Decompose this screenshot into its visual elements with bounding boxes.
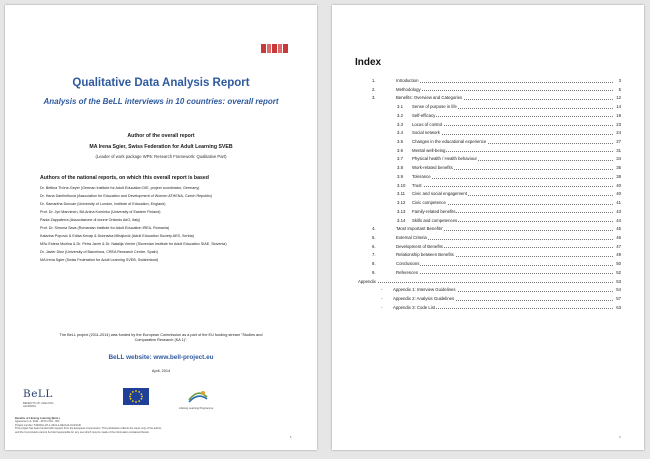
toc-entry[interactable] — [332, 261, 644, 268]
toc-entry-page: 53 — [616, 278, 621, 284]
page-number: 1 — [290, 435, 292, 439]
national-author: Paola Zappaterra (Associazione di donne Ortando AdO, Italy) — [40, 218, 141, 222]
toc-entry-number: 1. — [372, 78, 376, 83]
toc-entry[interactable] — [332, 174, 644, 181]
toc-entry-number: 3.13 — [397, 208, 406, 214]
national-author: Dr. Samantha Duncan (University of London, Institute of Education, England) — [40, 202, 166, 206]
toc-entry-number: 2. — [372, 86, 376, 92]
toc-entry-title: Civic competence — [412, 200, 446, 206]
toc-entry-page: 3 — [618, 78, 621, 83]
toc-entry-page: 54 — [616, 287, 621, 293]
toc-entry-title: Changes in the educational experience — [412, 139, 487, 145]
bell-logo-tagline: BENEFITS OF LIFELONG LEARNING — [23, 402, 54, 408]
toc-entry-page: 12 — [616, 95, 621, 101]
toc-entry[interactable] — [332, 78, 644, 85]
toc-dot-leader — [396, 239, 613, 240]
toc-entry-title: Work-related benefits — [412, 165, 453, 171]
toc-entry-number: 3.3 — [397, 121, 403, 127]
toc-entry-page: 19 — [616, 112, 621, 118]
toc-dot-leader — [412, 186, 613, 187]
toc-entry-number: 3.5 — [397, 139, 403, 145]
toc-entry[interactable] — [332, 296, 644, 303]
toc-entry-title: Conclusions — [396, 261, 420, 267]
toc-entry[interactable] — [332, 270, 644, 277]
lifelong-learning-logo-icon — [187, 388, 209, 405]
toc-entry-number: - — [381, 287, 383, 293]
toc-entry-page: 23 — [616, 121, 621, 127]
footer-logos — [19, 386, 303, 416]
toc-dot-leader — [396, 273, 613, 274]
toc-entry-title: Relationship between Benefits — [396, 252, 454, 258]
toc-entry-number: 5. — [372, 234, 376, 240]
toc-entry[interactable] — [332, 183, 644, 190]
toc-entry-title: Civic and social engagement — [412, 191, 467, 197]
toc-entry-number: 3.12 — [397, 200, 406, 206]
toc-entry-title: Family-related benefits — [412, 208, 456, 214]
toc-entry[interactable] — [332, 305, 644, 312]
toc-entry-number: 4. — [372, 226, 376, 232]
toc-entry-number: 3.1 — [397, 104, 403, 110]
toc-entry-page: 40 — [616, 182, 621, 188]
toc-entry-page: 5 — [618, 86, 621, 92]
toc-entry[interactable] — [332, 122, 644, 129]
page-number: 2 — [619, 435, 621, 439]
toc-entry-number: 3.10 — [397, 182, 406, 188]
national-authors-list — [40, 186, 290, 266]
toc-dot-leader — [396, 265, 613, 266]
toc-entry-page: 38 — [616, 173, 621, 179]
national-author: Prof. Dr. Jyri Manninen, BA Anina Kominko (University of Eastern Finland) — [40, 210, 161, 214]
toc-entry-title: Skills and competences — [412, 217, 458, 223]
toc-entry-page: 44 — [616, 217, 621, 223]
toc-entry-number: 3.14 — [397, 217, 406, 223]
national-authors-heading: Authors of the national reports, on which this overall report is based — [40, 175, 209, 181]
toc-dot-leader — [412, 116, 613, 117]
toc-dot-leader — [412, 134, 613, 135]
toc-entry-title: Trust — [412, 182, 422, 188]
national-author: Prof. Dr. Simona Sava (Romanian Institute for Adult Education IREA, Romania) — [40, 226, 170, 230]
toc-entry-title: Self-efficacy — [412, 112, 436, 118]
national-author: Dr. Javier Diez (University of Barcelona, CREA Research Centre, Spain) — [40, 250, 158, 254]
toc-entry[interactable] — [332, 235, 644, 242]
footer-line: and the Commission cannot be held responsible for any use which may be made of the information contained therein. — [15, 430, 150, 434]
toc-entry[interactable] — [332, 209, 644, 216]
toc-entry-title: Introduction — [396, 78, 419, 83]
toc-entry-page: 46 — [616, 234, 621, 240]
toc-entry-title: Physical health / Health behaviour — [412, 156, 477, 162]
footer-line: Agreement no. 2011 - 4670 / 001 - 001 — [15, 420, 60, 424]
toc-entry-number: 3.4 — [397, 130, 403, 136]
institution-logo — [261, 44, 289, 53]
toc-entry[interactable] — [332, 252, 644, 259]
toc-entry-number: - — [381, 296, 383, 301]
footer-text — [15, 417, 295, 434]
toc-entry-title: Appendix 1: Interview Guidelines — [393, 287, 456, 293]
toc-entry-page: 49 — [616, 252, 621, 258]
index-page — [332, 5, 644, 450]
national-author: Dr. Bettina Thöne-Geyer (German Institute for Adult Education DIE, project coordinator, Germany) — [40, 186, 200, 190]
logo-segment — [283, 44, 288, 53]
toc-entry-title: Appendix — [358, 278, 376, 284]
toc-entry-page: 45 — [616, 226, 621, 232]
toc-dot-leader — [412, 178, 613, 179]
toc-entry-title: 'Most Important Benefits' — [396, 226, 444, 232]
toc-entry[interactable] — [332, 139, 644, 146]
toc-entry[interactable] — [332, 104, 644, 111]
toc-entry-title: Locus of control — [412, 121, 443, 127]
bell-logo: BeLL — [23, 388, 53, 400]
toc-entry-number: 3.6 — [397, 147, 403, 153]
toc-entry-number: 3.11 — [397, 191, 406, 197]
toc-entry-title: Appendix 3: Code List — [393, 304, 436, 310]
toc-entry[interactable] — [332, 218, 644, 225]
national-author: MSc Estera Možina & Dr. Petra Javrh & Dr. Natalija Vrečer (Slovenian Institute for Adult Education SIAE, Slovenia) — [40, 242, 227, 246]
report-title: Qualitative Data Analysis Report — [72, 77, 250, 89]
toc-entry[interactable] — [332, 87, 644, 94]
toc-entry[interactable] — [332, 287, 644, 294]
toc-entry-number: 7. — [372, 252, 376, 258]
index-title: Index — [355, 57, 382, 68]
toc-entry-number: 3.9 — [397, 173, 403, 179]
overall-author-heading: Author of the overall report — [127, 133, 195, 139]
toc-entry-title: Appendix 2: Analysis Guidelines — [393, 296, 455, 301]
toc-entry[interactable] — [332, 191, 644, 198]
toc-entry-title: External Criteria — [396, 234, 427, 240]
toc-entry-page: 52 — [616, 269, 621, 275]
toc-entry-title: Tolerance — [412, 173, 431, 179]
funding-note: The BeLL project (2011-2014) was funded by the European Commission as a part of the EU funding stream "Studies and Comparative Research (KA 1)". — [59, 333, 263, 343]
toc-entry-number: 3.7 — [397, 156, 403, 162]
toc-entry-page: 40 — [616, 191, 621, 197]
llp-logo-text: Lifelong Learning Programme — [179, 407, 214, 410]
toc-entry-page: 34 — [616, 156, 621, 162]
toc-entry-title: Sense of purpose in life — [412, 104, 457, 110]
toc-entry[interactable] — [332, 279, 644, 286]
website-line: BeLL website: www.bell-project.eu — [108, 354, 214, 361]
toc-entry-page: 63 — [616, 304, 621, 310]
toc-entry-number: 8. — [372, 261, 376, 267]
toc-entry-number: 6. — [372, 243, 376, 249]
toc-entry-page: 27 — [616, 139, 621, 145]
toc-entry-page: 31 — [616, 147, 621, 153]
toc-entry[interactable] — [332, 130, 644, 137]
toc-entry-title: Social network — [412, 130, 440, 136]
toc-entry-page: 57 — [616, 296, 621, 301]
national-author: Dr. Hana Danihelková (Association for Education and Development of Women ATHENA, Czech Republic) — [40, 194, 213, 198]
toc-entry[interactable] — [332, 200, 644, 207]
toc-entry-page: 50 — [616, 261, 621, 267]
toc-entry-number: 3.8 — [397, 165, 403, 171]
toc-entry-number: 3. — [372, 95, 376, 101]
toc-dot-leader — [358, 282, 613, 283]
toc-entry[interactable] — [332, 156, 644, 163]
toc-entry[interactable] — [332, 226, 644, 233]
toc-entry-title: Development of Benefits — [396, 243, 443, 249]
toc-entry-page: 43 — [616, 208, 621, 214]
logo-segment — [267, 44, 272, 53]
toc-entry[interactable] — [332, 113, 644, 120]
logo-segment — [278, 44, 283, 53]
toc-entry-page: 41 — [616, 200, 621, 206]
footer-line: Project number: 519319-LLP-1-2011-1-DE-KA1-KA1SCR — [15, 423, 81, 427]
toc-entry-page: 24 — [616, 130, 621, 136]
toc-dot-leader — [396, 82, 613, 83]
national-author: MA Irena Sgier (Swiss Federation for Adult Learning SVEB, Switzerland) — [40, 258, 159, 262]
overall-author: MA Irena Sgier, Swiss Federation for Adult Learning SVEB — [89, 144, 233, 150]
toc-entry[interactable] — [332, 148, 644, 155]
report-subtitle: Analysis of the BeLL interviews in 10 countries: overall report — [43, 97, 279, 106]
toc-dot-leader — [396, 90, 613, 91]
footer-line: Benefits of Lifelong Learning (BeLL) — [15, 417, 60, 420]
toc-entry-number: 9. — [372, 269, 376, 275]
toc-entry[interactable] — [332, 95, 644, 102]
logo-segment — [261, 44, 266, 53]
overall-author-note: (Leader of work package WP5: Research Framework: Qualitative Part) — [95, 154, 227, 159]
toc-entry[interactable] — [332, 165, 644, 172]
report-date: April, 2014 — [151, 369, 171, 373]
toc-entry-page: 14 — [616, 104, 621, 110]
footer-line: This project has been funded with support from the European Commission. This publication reflects the views only of the author, — [15, 427, 162, 431]
toc-entry-page: 35 — [616, 165, 621, 171]
logo-segment — [272, 44, 277, 53]
toc-entry-number: 3.2 — [397, 112, 403, 118]
report-cover-page — [5, 5, 317, 450]
toc-entry-number: - — [381, 304, 383, 310]
toc-entry-title: References — [396, 269, 418, 275]
toc-entry-title: Mental well-being — [412, 147, 446, 153]
national-author: Katarina Popovic & Edisa Kecap & Dubravka Mihajlović (Adult Education Society AES, Serbia) — [40, 234, 194, 238]
toc-entry[interactable] — [332, 244, 644, 251]
toc-entry-title: Benefits: Overview and Categories — [396, 95, 463, 101]
toc-entry-page: 47 — [616, 243, 621, 249]
eu-flag-icon — [123, 388, 149, 405]
toc-entry-title: Methodology — [396, 86, 421, 92]
